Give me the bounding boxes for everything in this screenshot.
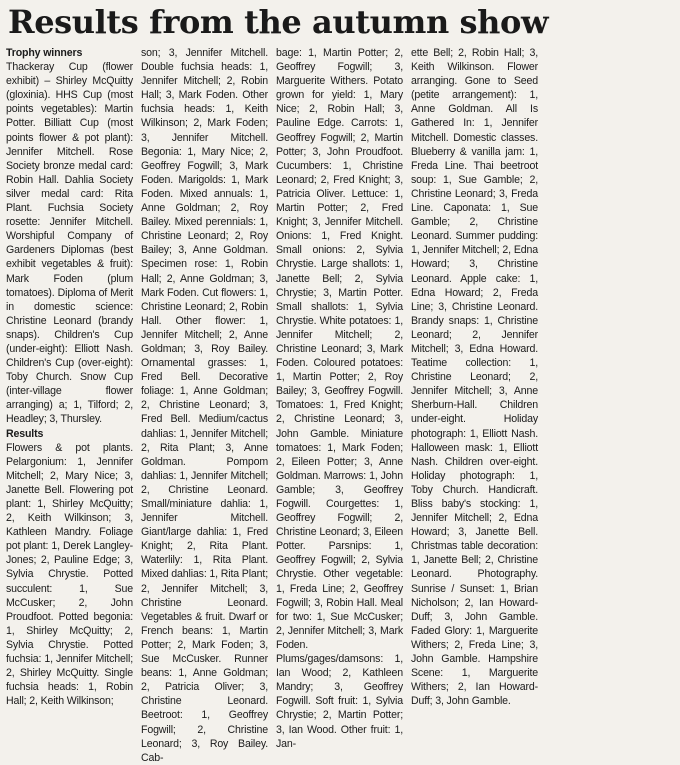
trophy-subheading: Trophy winners [6, 47, 83, 59]
results-text-part-4: ette Bell; 2, Robin Hall; 3, Keith Wilkinson. Flower arranging. Gone to Seed (petite arrangement): 1, Anne Goldman. All Is Gathered In: 1, Jennifer Mitchell. Domestic classes. Blueberry & vanilla jam: 1, Freda Line. Thai beetroot soup: 1, Sue Gamble; 2, Christine Leonard; 3, Freda Line. Caponata: 1, Sue Gamble; 2, Christine Leonard. Summer pudding: 1, Jennifer Mitchell; 2, Edna Howard; 3, Christine Leonard. Apple cake: 1, Edna Howard; 2, Freda Line; 3, Christine Leonard. Brandy snaps: 1, Christine Leonard; 2, Jennifer Mitchell; 3, Edna Howard. Teatime collection: 1, Christine Leonard; 2, Jennifer Mitchell; 3, Anne Sherburn-Hall. Children under-eight. Holiday photograph: 1, Elliott Nash. Halloween mask: 1, Elliott Nash. Children over-eight. Holiday photograph: 1, Toby Church. Handicraft. Bliss baby's stocking: 1, Jennifer Mitchell; 2, Edna Howard; 3, Janette Bell. Christmas table decoration: 1, Janette Bell; 2, Christine Leonard. Photography. Sunrise / Sunset: 1, Brian Nicholson; 2, Ian Howard-Duff; 3, John Gamble. Faded Glory: 1, Marguerite Withers; 2, Freda Line; 3, John Gamble. Hampshire Scene: 1, Marguerite Withers; 2, Ian Howard-Duff; 3, John Gamble. [411, 47, 538, 708]
column-3 [276, 46, 403, 750]
trophy-winners-text: Thackeray Cup (flower exhibit) – Shirley McQuitty (gloxinia). HHS Cup (most points vegetables): Martin Potter. Billiatt Cup (most points flower & pot plant): Jennifer Mitchell. Rose Society bronze medal card: Robin Hall. Dahlia Society silver medal card: Rita Plant. Fuchsia Society rosette: Jennifer Mitchell. Worshipful Company of Gardeners Diplomas (best exhibit vegetables & fruit): Mark Foden (plum tomatoes). Diploma of Merit in domestic science: Christine Leonard (brandy snaps). Children's Cup (under-eight): Elliott Nash. Children's Cup (over-eight): Toby Church. Snow Cup (inter-village flower arranging) a; 1, Tilford; 2, Headley; 3, Thursley. [6, 61, 133, 426]
column-1 [6, 46, 133, 708]
results-text-part-2: son; 3, Jennifer Mitchell. Double fuchsia heads: 1, Jennifer Mitchell; 2, Robin Hall; 3, Mark Foden. Other fuchsia heads: 1, Keith Wilkinson; 2, Mark Foden; 3, Jennifer Mitchell. Begonia: 1, Mary Nice; 2, Geoffrey Fogwill; 3, Mark Foden. Marigolds: 1, Mark Foden. Mixed annuals: 1, Anne Goldman; 2, Roy Bailey. Mixed perennials: 1, Christine Leonard; 2, Roy Bailey; 3, Anne Goldman. Specimen rose: 1, Robin Hall; 2, Anne Goldman; 3, Mark Foden. Cut flowers: 1, Christine Leonard; 2, Robin Hall. Other flower: 1, Jennifer Mitchell; 2, Anne Goldman; 3, Roy Bailey. Ornamental grasses: 1, Fred Bell. Decorative foliage: 1, Anne Goldman; 2, Christine Leonard; 3, Fred Bell. Medium/cactus dahlias: 1, Jennifer Mitchell; 2, Rita Plant; 3, Anne Goldman. Pompom dahlias: 1, Jennifer Mitchell; 2, Christine Leonard. Small/miniature dahlia: 1, Jennifer Mitchell. Giant/large dahlia: 1, Fred Knight; 2, Rita Plant. Waterlily: 1, Rita Plant. Mixed dahlias: 1, Rita Plant; 2, Jennifer Mitchell; 3, Christine Leonard. Vegetables & fruit. Dwarf or French beans: 1, Martin Potter; 2, Mark Foden; 3, Sue McCusker. Runner beans: 1, Anne Goldman; 2, Patricia Oliver; 3, Christine Leonard. Beetroot: 1, Geoffrey Fogwill; 2, Christine Leonard; 3, Roy Bailey. Cab- [141, 47, 268, 764]
results-text-part-1: Flowers & pot plants. Pelargonium: 1, Jennifer Mitchell; 2, Mary Nice; 3, Janette Bell. Flowering pot plant: 1, Shirley McQuitty; 2, Keith Wilkinson; 3, Kathleen Mandry. Foliage pot plant: 1, Derek Langley-Jones; 2, Pauline Edge; 3, Sylvia Chrystie. Potted succulent: 1, Sue McCusker; 2, John Proudfoot. Potted begonia: 1, Shirley McQuitty; 2, Sylvia Chrystie. Potted fuchsia: 1, Jennifer Mitchell; 2, Shirley McQuitty. Single fuchsia heads: 1, Robin Hall; 2, Keith Wilkinson; [6, 441, 133, 708]
results-text-part-3: bage: 1, Martin Potter; 2, Geoffrey Fogwill; 3, Marguerite Withers. Potato grown for yield: 1, Mary Nice; 2, Robin Hall; 3, Pauline Edge. Carrots: 1, Geoffrey Fogwill; 2, Martin Potter; 3, John Proudfoot. Cucumbers: 1, Christine Leonard; 2, Fred Knight; 3, Patricia Oliver. Lettuce: 1, Martin Potter; 2, Fred Knight; 3, Jennifer Mitchell. Onions: 1, Fred Knight. Small onions: 2, Sylvia Chrystie. Large shallots: 1, Janette Bell; 2, Sylvia Chrystie; 3, Martin Potter. Small shallots: 1, Sylvia Chrystie. White potatoes: 1, Jennifer Mitchell; 2, Christine Leonard; 3, Mark Foden. Coloured potatoes: 1, Martin Potter; 2, Roy Bailey; 3, Geoffrey Fogwill. Tomatoes: 1, Fred Knight; 2, Christine Leonard; 3, John Gamble. Miniature tomatoes: 1, Mark Foden; 2, Eileen Potter; 3, Anne Goldman. Marrows: 1, John Gamble; 3, Geoffrey Fogwill. Courgettes: 1, Geoffrey Fogwill; 2, Christine Leonard; 3, Eileen Potter. Parsnips: 1, Geoffrey Fogwill; 2, Sylvia Chrystie. Other vegetable: 1, Freda Line; 2, Geoffrey Fogwill; 3, Robin Hall. Meal for two: 1, Sue McCusker; 2, Jennifer Mitchell; 3, Mark Foden. Plums/gages/damsons: 1, Ian Wood; 2, Kathleen Mandry; 3, Geoffrey Fogwill. Soft fruit: 1, Sylvia Chrystie; 2, Martin Potter; 3, Ian Wood. Other fruit: 1, Jan- [276, 47, 403, 750]
column-2 [141, 46, 268, 764]
column-4 [411, 46, 538, 708]
headline: Results from the autumn show [8, 3, 549, 41]
results-subheading: Results [6, 427, 44, 440]
article-columns [6, 46, 674, 764]
